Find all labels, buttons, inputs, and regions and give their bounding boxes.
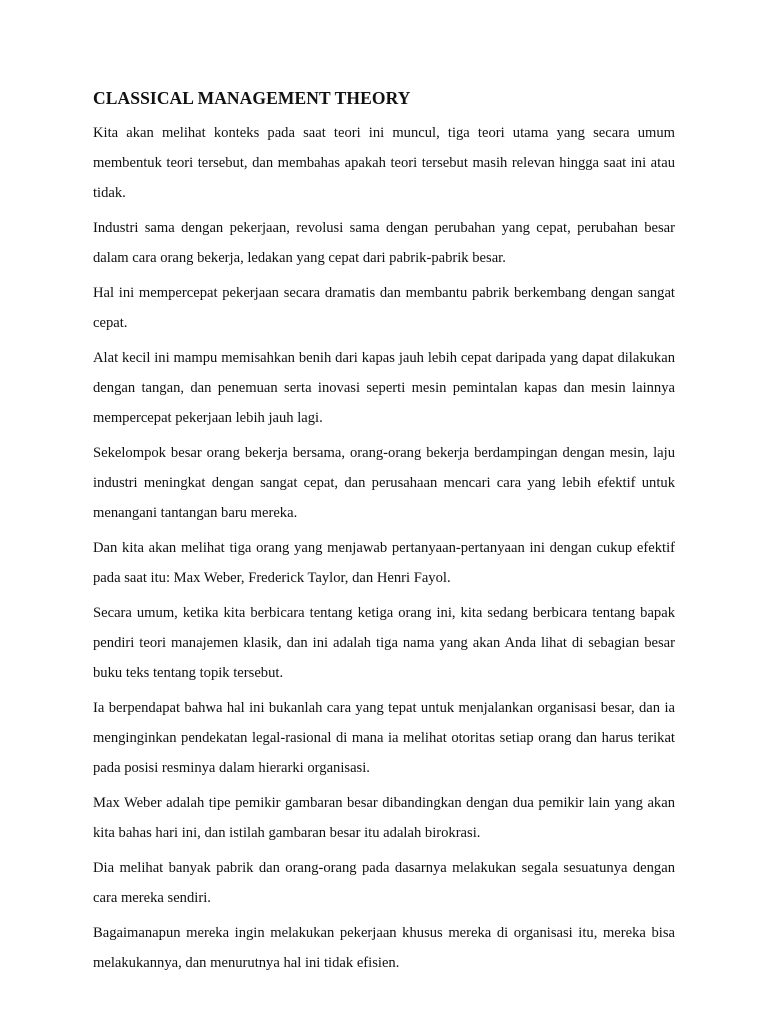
paragraph-1: Kita akan melihat konteks pada saat teori ini muncul, tiga teori utama yang secara umum membentuk teori tersebut, dan membahas apakah teori tersebut masih relevan hingga saat ini atau tidak. [93,125,675,201]
paragraph-5: Sekelompok besar orang bekerja bersama, orang-orang bekerja berdampingan dengan mesin, laju industri meningkat dengan sangat cepat, dan perusahaan mencari cara yang lebih efektif untuk menangani tantangan baru mereka. [93,445,675,521]
paragraph-2: Industri sama dengan pekerjaan, revolusi sama dengan perubahan yang cepat, perubahan besar dalam cara orang bekerja, ledakan yang cepat dari pabrik-pabrik besar. [93,220,675,266]
paragraph-10: Dia melihat banyak pabrik dan orang-orang pada dasarnya melakukan segala sesuatunya dengan cara mereka sendiri. [93,860,675,906]
paragraph-9: Max Weber adalah tipe pemikir gambaran besar dibandingkan dengan dua pemikir lain yang akan kita bahas hari ini, dan istilah gambaran besar itu adalah birokrasi. [93,795,675,841]
paragraph-6: Dan kita akan melihat tiga orang yang menjawab pertanyaan-pertanyaan ini dengan cukup efektif pada saat itu: Max Weber, Frederick Taylor, dan Henri Fayol. [93,540,675,586]
paragraph-4: Alat kecil ini mampu memisahkan benih dari kapas jauh lebih cepat daripada yang dapat dilakukan dengan tangan, dan penemuan serta inovasi seperti mesin pemintalan kapas dan mesin lainnya mempercepat pekerjaan lebih jauh lagi. [93,350,675,426]
paragraph-3: Hal ini mempercepat pekerjaan secara dramatis dan membantu pabrik berkembang dengan sangat cepat. [93,285,675,331]
paragraph-11: Bagaimanapun mereka ingin melakukan pekerjaan khusus mereka di organisasi itu, mereka bisa melakukannya, dan menurutnya hal ini tidak efisien. [93,925,675,971]
paragraph-7: Secara umum, ketika kita berbicara tentang ketiga orang ini, kita sedang berbicara tentang bapak pendiri teori manajemen klasik, dan ini adalah tiga nama yang akan Anda lihat di sebagian besar buku teks tentang topik tersebut. [93,605,675,681]
document-body [93,86,675,983]
document-title: CLASSICAL MANAGEMENT THEORY [93,88,411,108]
paragraph-8: Ia berpendapat bahwa hal ini bukanlah cara yang tepat untuk menjalankan organisasi besar, dan ia menginginkan pendekatan legal-rasional di mana ia melihat otoritas setiap orang dan harus terikat pada posisi resminya dalam hierarki organisasi. [93,700,675,776]
